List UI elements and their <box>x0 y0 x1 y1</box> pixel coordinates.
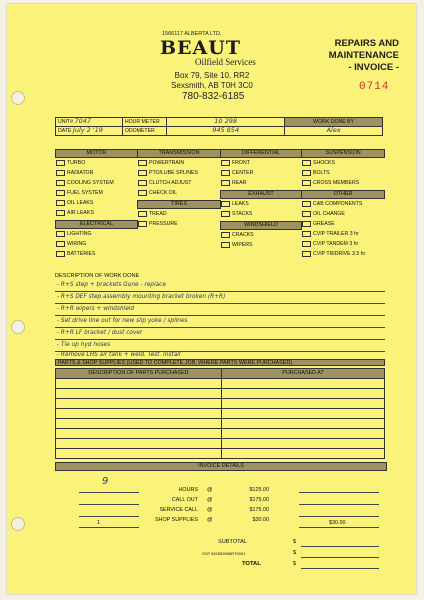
checkbox[interactable] <box>221 211 230 217</box>
checkbox[interactable] <box>56 170 65 176</box>
check-item-label: WIRING <box>67 241 87 247</box>
check-item-label: CLUTCH ADJUST <box>149 180 192 186</box>
parts-cell[interactable] <box>222 429 385 439</box>
parts-cell[interactable] <box>56 389 222 399</box>
at-symbol: @ <box>207 487 213 493</box>
supplies-total: $30.00 <box>329 520 346 526</box>
check-item-label: PTO/LUBE SPLINES <box>149 170 198 176</box>
parts-cell[interactable] <box>222 389 385 399</box>
invoice-number: 0714 <box>359 81 390 93</box>
row-hours-label: HOURS <box>178 487 198 493</box>
hours-qty: 9 <box>102 476 109 487</box>
row-callout-label: CALL OUT <box>171 497 198 503</box>
parts-cell[interactable] <box>56 399 222 409</box>
check-item-label: POWERTRAIN <box>149 160 185 166</box>
check-item-label: BATTERIES <box>67 251 96 257</box>
currency-symbol: $ <box>293 561 297 567</box>
checkbox[interactable] <box>302 170 311 176</box>
company-address-2: Sexsmith, AB T0H 3C0 <box>171 81 253 90</box>
check-item-label: TREAD <box>149 211 167 217</box>
at-symbol: @ <box>207 507 213 513</box>
check-item-label: CVIP TANDEM 3 hr <box>313 241 359 247</box>
check-item-label: COOLING SYSTEM <box>67 180 114 186</box>
checkbox[interactable] <box>56 251 65 257</box>
checkbox[interactable] <box>221 242 230 248</box>
check-item-label: CRACKS <box>232 232 254 238</box>
work-line: - R+S DEF step assembly mounting bracket broken (R+R) <box>57 294 226 300</box>
subtotal-label: SUBTOTAL <box>218 539 248 545</box>
parts-cell[interactable] <box>222 439 385 449</box>
company-number: 1566117 ALBERTA LTD. <box>162 31 222 37</box>
check-item-label: CAB COMPONENTS <box>313 201 363 207</box>
checkbox[interactable] <box>302 221 311 227</box>
date-value: July 2 '19 <box>72 126 103 134</box>
work-line: - R+R wipers + windshield <box>57 306 135 312</box>
checkbox[interactable] <box>138 211 147 217</box>
doc-title-line-1: REPAIRS AND <box>334 38 399 49</box>
row-service-label: SERVICE CALL <box>159 507 198 513</box>
checkbox[interactable] <box>56 180 65 186</box>
checkbox[interactable] <box>138 221 147 227</box>
currency-symbol: $ <box>293 539 297 545</box>
check-item-label: LIGHTING <box>67 231 92 237</box>
at-symbol: @ <box>207 517 213 523</box>
doc-title-line-3: - INVOICE - <box>348 62 399 73</box>
odometer-label: ODOMETER <box>122 127 166 136</box>
section-motor: MOTOR <box>55 149 138 158</box>
check-item-label: OIL CHANGE <box>313 211 345 217</box>
unit-info-table <box>55 117 383 136</box>
parts-cell[interactable] <box>56 379 222 389</box>
parts-col-description: DESCRIPTION OF PARTS PURCHASED <box>56 369 222 379</box>
checkbox[interactable] <box>221 201 230 207</box>
check-item-label: FRONT <box>232 160 250 166</box>
checkbox[interactable] <box>221 160 230 166</box>
parts-cell[interactable] <box>56 419 222 429</box>
parts-col-purchased-at: PURCHASED AT <box>222 369 385 379</box>
check-item-label: TURBO <box>67 160 86 166</box>
doc-title-line-2: MAINTENANCE <box>328 50 399 61</box>
check-item-label: CHECK OIL <box>149 190 177 196</box>
parts-table <box>55 368 385 459</box>
odometer-value: 945 854 <box>212 126 240 134</box>
checkbox[interactable] <box>302 201 311 207</box>
check-item-label: OIL LEAKS <box>67 200 94 206</box>
checkbox[interactable] <box>302 160 311 166</box>
checkbox[interactable] <box>302 211 311 217</box>
checkbox[interactable] <box>138 180 147 186</box>
work-line: - Remove LHS air tank + weld. Test. install <box>57 352 181 358</box>
punch-hole <box>11 91 25 105</box>
check-item-label: CENTER <box>232 170 254 176</box>
work-done-by-label: WORK DONE BY <box>285 118 383 127</box>
work-description-label: DESCRIPTION OF WORK DONE <box>55 273 140 279</box>
checkbox[interactable] <box>56 190 65 196</box>
check-item-label: CROSS MEMBERS <box>313 180 360 186</box>
total-label: TOTAL <box>242 561 261 567</box>
checkbox[interactable] <box>221 180 230 186</box>
check-item-label: REAR <box>232 180 247 186</box>
gst-label: GST 841559008RT0001 <box>202 551 246 556</box>
parts-section-label: PARTS & SHOP SUPPLIES (USED TO COMPLETE JOB, WHERE PARTS WERE PURCHASED) <box>55 359 385 366</box>
checkbox[interactable] <box>221 170 230 176</box>
check-item-label: FUEL SYSTEM <box>67 190 103 196</box>
check-item-label: CVIP TRIDRIVE 3.5 hr <box>313 251 366 257</box>
section-tires: TIRES <box>137 200 221 209</box>
section-windshield: WINDSHIELD <box>220 221 302 230</box>
punch-hole <box>11 320 25 334</box>
check-item-label: GREASE <box>313 221 335 227</box>
invoice-page <box>7 4 416 594</box>
checkbox[interactable] <box>56 200 65 206</box>
parts-cell[interactable] <box>56 439 222 449</box>
checkbox[interactable] <box>302 180 311 186</box>
checkbox[interactable] <box>56 210 65 216</box>
work-line: - Set drive line out for new slip yoke / splines <box>57 318 188 324</box>
check-item-label: LEAKS <box>232 201 249 207</box>
check-item-label: WIPERS <box>232 242 253 248</box>
checkbox[interactable] <box>138 190 147 196</box>
currency-symbol: $ <box>293 550 297 556</box>
section-exhaust: EXHAUST <box>220 190 302 199</box>
parts-cell[interactable] <box>222 419 385 429</box>
company-address-1: Box 79, Site 10, RR2 <box>174 71 250 80</box>
check-item-label: STACKS <box>232 211 253 217</box>
row-hours-rate: $125.00 <box>249 487 269 493</box>
checkbox[interactable] <box>56 231 65 237</box>
row-callout-rate: $175.00 <box>249 497 269 503</box>
parts-cell[interactable] <box>56 449 222 459</box>
work-done-by-value: Alex <box>326 126 341 134</box>
check-item-label: PRESSURE <box>149 221 178 227</box>
company-tagline: Oilfield Services <box>195 57 256 67</box>
parts-cell[interactable] <box>222 409 385 419</box>
company-phone: 780-832-6185 <box>182 91 245 102</box>
punch-hole <box>11 517 25 531</box>
invoice-details-label: INVOICE DETAILS <box>55 462 387 471</box>
check-item-label: RADIATOR <box>67 170 94 176</box>
checkbox[interactable] <box>138 160 147 166</box>
at-symbol: @ <box>207 497 213 503</box>
parts-cell[interactable] <box>222 399 385 409</box>
row-supplies-label: SHOP SUPPLIES <box>154 517 198 523</box>
checkbox[interactable] <box>302 251 311 257</box>
section-other: OTHER <box>301 190 385 199</box>
parts-cell[interactable] <box>56 409 222 419</box>
work-line: - Tie up hyd hoses <box>57 342 111 348</box>
parts-cell[interactable] <box>222 379 385 389</box>
hour-meter-value: 10 298 <box>214 117 238 125</box>
checkbox[interactable] <box>56 241 65 247</box>
section-transmission: TRANSMISSION <box>137 149 221 158</box>
check-item-label: SHOCKS <box>313 160 335 166</box>
checkbox[interactable] <box>221 232 230 238</box>
company-logo: BEAUT <box>160 37 241 59</box>
parts-cell[interactable] <box>56 429 222 439</box>
section-suspension: SUSPENSION <box>301 149 385 158</box>
unit-value: 7047 <box>74 117 91 125</box>
check-item-label: AIR LEAKS <box>67 210 94 216</box>
invoice-rows <box>147 485 270 525</box>
section-electrical: ELECTRICAL <box>55 220 138 229</box>
checkbox[interactable] <box>302 241 311 247</box>
row-supplies-rate: $30.00 <box>252 517 269 523</box>
supplies-qty: 1 <box>97 520 100 526</box>
work-line: - R+S step + brackets Gone - replace <box>57 282 166 288</box>
parts-cell[interactable] <box>222 449 385 459</box>
section-differential: DIFFERENTIAL <box>220 149 302 158</box>
unit-label: UNIT# <box>58 119 73 125</box>
checkbox[interactable] <box>138 170 147 176</box>
date-label: DATE <box>58 128 72 134</box>
work-line: - R+R LF bracket / dust cover <box>57 330 143 336</box>
checkbox[interactable] <box>302 231 311 237</box>
check-item-label: BOLTS <box>313 170 330 176</box>
checkbox[interactable] <box>56 160 65 166</box>
check-item-label: CVIP TRAILER 3 hr <box>313 231 359 237</box>
row-service-rate: $175.00 <box>249 507 269 513</box>
hour-meter-label: HOUR METER <box>122 118 166 127</box>
